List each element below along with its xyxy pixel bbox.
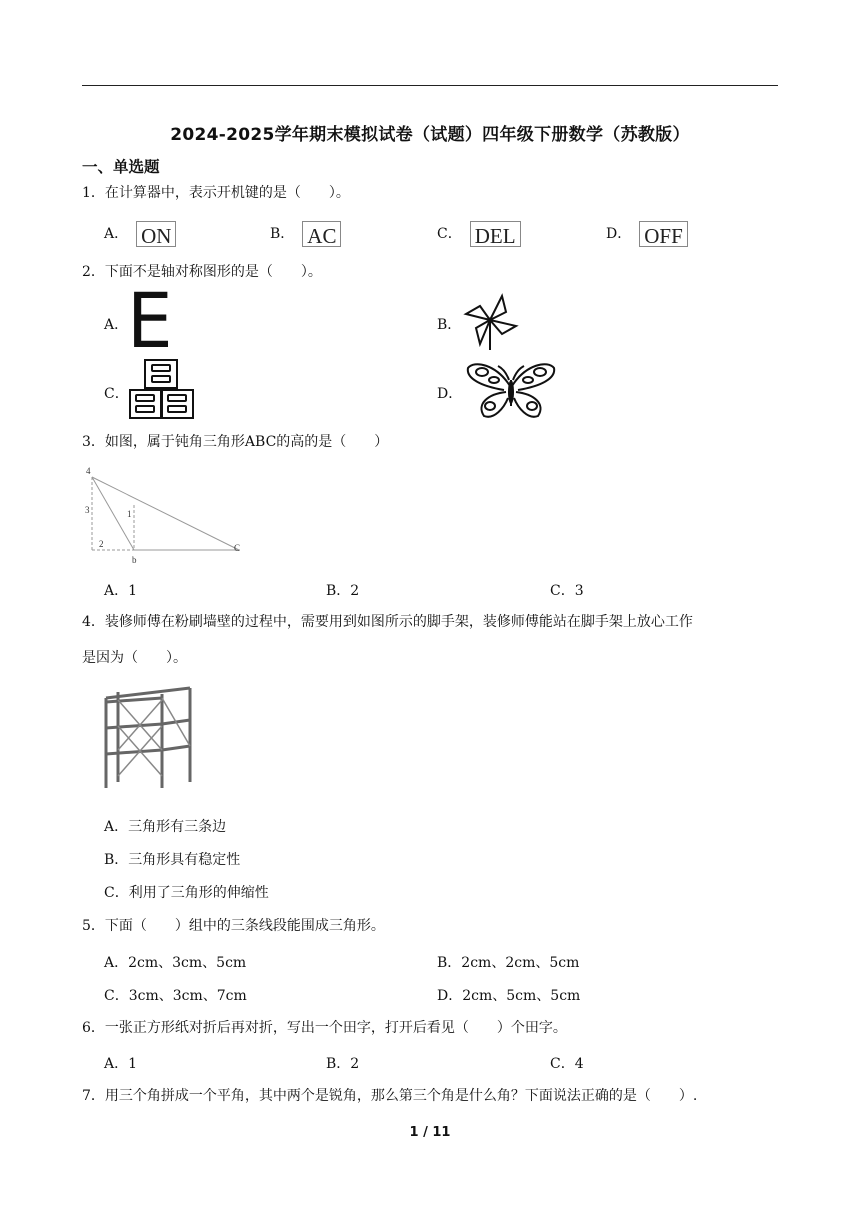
option-label: C．	[437, 226, 462, 242]
option-text: 1	[128, 583, 138, 599]
scaffold-icon	[100, 684, 198, 792]
question-5-text: 5．下面（ ）组中的三条线段能围成三角形。	[82, 918, 385, 934]
option-label: B．	[437, 955, 462, 971]
on-key-icon: ON	[136, 221, 176, 247]
option-text: 三角形具有稳定性	[128, 852, 241, 868]
option-label: A．	[104, 955, 129, 971]
figure-label-1: 1	[127, 509, 132, 519]
option-label: C．	[550, 1056, 575, 1072]
option-text: 2	[350, 583, 360, 599]
option-label: A．	[104, 583, 129, 599]
stacked-boxes-icon	[128, 358, 194, 420]
ac-key-icon: AC	[302, 221, 341, 247]
page-number: 1 / 11	[409, 1125, 451, 1140]
option-text: 3cm、3cm、7cm	[128, 988, 247, 1004]
q5-option-d[interactable]	[437, 985, 580, 1005]
q4-option-a[interactable]	[104, 816, 226, 836]
question-2-text: 2．下面不是轴对称图形的是（ ）。	[82, 264, 322, 280]
figure-label-4: 4	[86, 466, 91, 476]
header-rule	[82, 85, 778, 86]
q6-option-c[interactable]	[550, 1053, 584, 1073]
q3-option-c[interactable]	[550, 580, 584, 600]
option-label: C．	[104, 885, 129, 901]
question-4-text-line1: 4．装修师傅在粉刷墙壁的过程中，需要用到如图所示的脚手架，装修师傅能站在脚手架上放心工作	[82, 614, 693, 630]
option-text: 1	[128, 1056, 138, 1072]
option-text: 三角形有三条边	[128, 819, 227, 835]
question-4-text-line2: 是因为（ ）。	[82, 650, 187, 666]
q2-option-d-label: D．	[437, 386, 463, 402]
option-text: 2	[350, 1056, 360, 1072]
option-label: D．	[437, 988, 463, 1004]
letter-E-icon: E	[127, 276, 173, 365]
pinwheel-icon	[462, 292, 520, 352]
q5-option-c[interactable]	[104, 985, 247, 1005]
q5-option-b[interactable]	[437, 952, 579, 972]
question-7-text: 7．用三个角拼成一个平角，其中两个是锐角，那么第三个角是什么角？下面说法正确的是（ ）.	[82, 1088, 698, 1104]
option-label: B．	[326, 1056, 351, 1072]
q3-option-a[interactable]	[104, 580, 137, 600]
option-text: 利用了三角形的伸缩性	[128, 885, 269, 901]
section-heading: 一、单选题	[82, 158, 160, 176]
q2-option-b-label: B．	[437, 317, 462, 333]
figure-label-b: b	[132, 555, 137, 565]
option-text: 2cm、2cm、5cm	[461, 955, 580, 971]
option-text: 3	[574, 583, 584, 599]
option-label: A．	[104, 1056, 129, 1072]
q1-option-c[interactable]	[437, 221, 521, 247]
off-key-icon: OFF	[639, 221, 688, 247]
q3-option-b[interactable]	[326, 580, 359, 600]
q5-option-a[interactable]	[104, 952, 246, 972]
option-label: C．	[104, 988, 129, 1004]
q6-option-a[interactable]	[104, 1053, 137, 1073]
butterfly-icon	[466, 360, 556, 420]
figure-label-3: 3	[85, 505, 90, 515]
question-1-text: 1．在计算器中，表示开机键的是（ ）。	[82, 185, 350, 201]
figure-label-c: C	[234, 543, 241, 553]
option-label: B．	[270, 226, 295, 242]
question-3-text: 3．如图，属于钝角三角形ABC的高的是（ ）	[82, 434, 389, 450]
option-label: D．	[606, 226, 632, 242]
option-text: 2cm、5cm、5cm	[462, 988, 581, 1004]
option-label: A．	[104, 226, 129, 242]
del-key-icon: DEL	[470, 221, 521, 247]
q2-option-c-label: C．	[104, 386, 129, 402]
page-title: 2024-2025学年期末模拟试卷（试题）四年级下册数学（苏教版）	[170, 125, 690, 145]
option-text: 2cm、3cm、5cm	[128, 955, 247, 971]
option-label: B．	[104, 852, 129, 868]
option-label: A．	[104, 819, 129, 835]
option-text: 4	[574, 1056, 584, 1072]
obtuse-triangle-figure	[84, 465, 244, 569]
q2-option-a-label: A．	[104, 317, 129, 333]
q4-option-c[interactable]	[104, 882, 269, 902]
figure-label-2: 2	[99, 539, 104, 549]
q1-option-a[interactable]	[104, 221, 176, 247]
q1-option-d[interactable]	[606, 221, 688, 247]
q4-option-b[interactable]	[104, 849, 240, 869]
question-6-text: 6．一张正方形纸对折后再对折，写出一个田字，打开后看见（ ）个田字。	[82, 1020, 567, 1036]
q6-option-b[interactable]	[326, 1053, 359, 1073]
q1-option-b[interactable]	[270, 221, 341, 247]
option-label: B．	[326, 583, 351, 599]
option-label: C．	[550, 583, 575, 599]
